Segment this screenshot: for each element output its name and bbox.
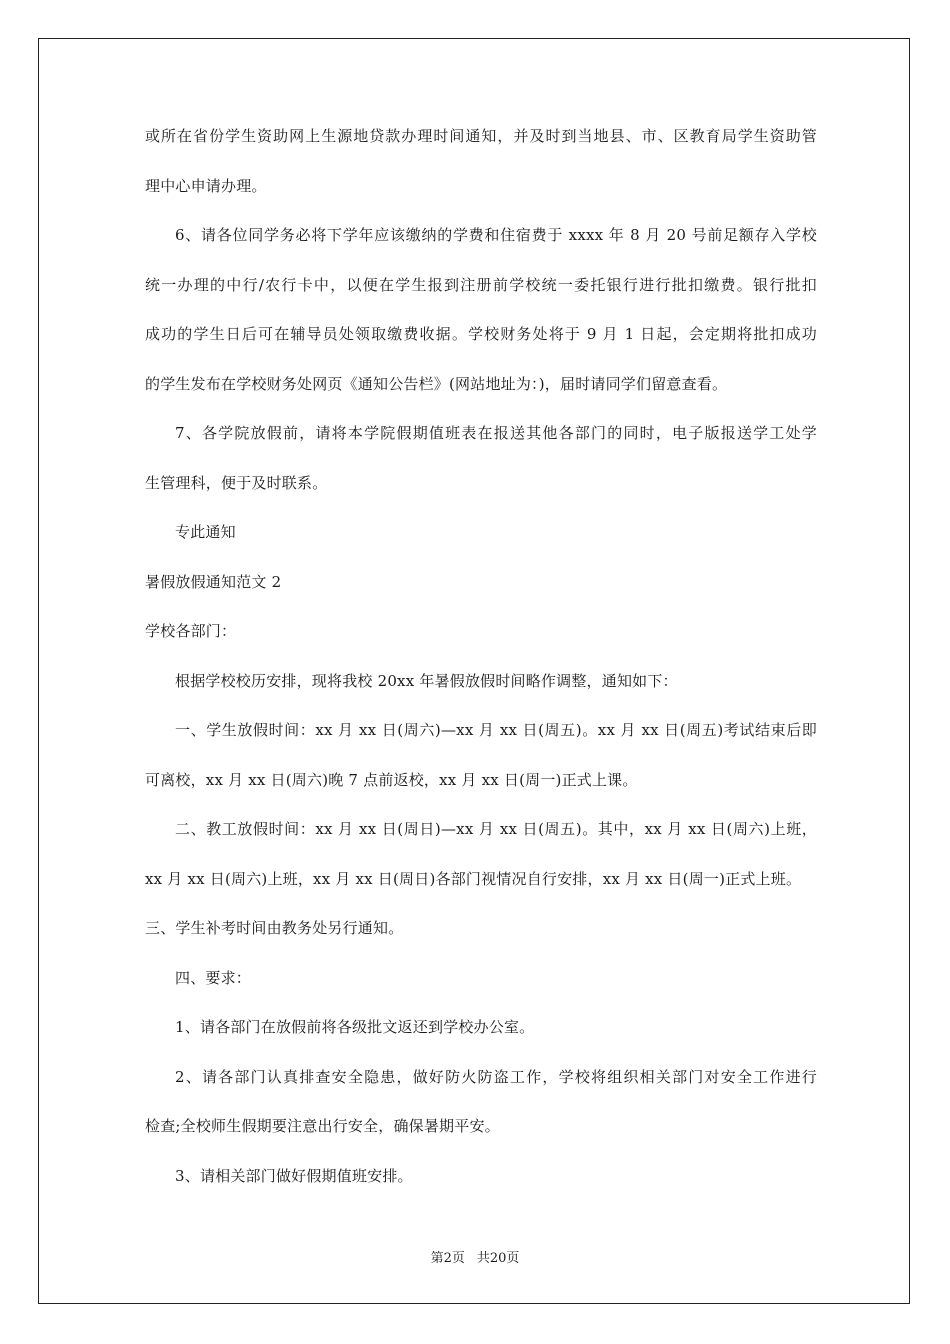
text-line: 或所在省份学生资助网上生源地贷款办理时间通知，并及时到当地县、市、区教育局学生资助管: [145, 127, 817, 145]
text-line: 四、要求：: [175, 968, 252, 987]
text-line: 统一办理的中行/农行卡中，以便在学生报到注册前学校统一委托银行进行批扣缴费。银行批扣: [145, 275, 817, 294]
section-title: 暑假放假通知范文 2: [145, 572, 282, 591]
text-line: 二、教工放假时间：xx 月 xx 日(周日)—xx 月 xx 日(周五)。其中，xx 月 xx 日(周六)上班，: [175, 820, 817, 838]
text-line: 三、学生补考时间由教务处另行通知。: [145, 919, 404, 937]
text-line: xx 月 xx 日(周六)上班，xx 月 xx 日(周日)各部门视情况自行安排，xx 月 xx 日(周一)正式上班。: [145, 869, 802, 888]
text-line: 7、各学院放假前，请将本学院假期值班表在报送其他各部门的同时，电子版报送学工处学: [175, 424, 817, 442]
closing-line: 专此通知: [175, 523, 236, 541]
text-line: 的学生发布在学校财务处网页《通知公告栏》(网站地址为：)，届时请同学们留意查看。: [145, 374, 728, 393]
text-line: 根据学校校历安排，现将我校 20xx 年暑假放假时间略作调整，通知如下：: [175, 671, 678, 690]
page-total: 共20页: [476, 1251, 520, 1266]
text-line: 一、学生放假时间：xx 月 xx 日(周六)—xx 月 xx 日(周五)。xx 月 xx 日(周五)考试结束后即: [175, 721, 817, 739]
salutation: 学校各部门：: [145, 622, 237, 640]
text-line: 成功的学生日后可在辅导员处领取缴费收据。学校财务处将于 9 月 1 日起，会定期将批扣成功: [145, 325, 817, 343]
text-line: 检查;全校师生假期要注意出行安全，确保暑期平安。: [145, 1117, 500, 1135]
text-line: 理中心申请办理。: [145, 176, 267, 195]
text-line: 可离校，xx 月 xx 日(周六)晚 7 点前返校，xx 月 xx 日(周一)正式上课。: [145, 770, 638, 789]
text-line: 生管理科，便于及时联系。: [145, 473, 328, 492]
text-line: 6、请各位同学务必将下学年应该缴纳的学费和住宿费于 xxxx 年 8 月 20 号前足额存入学校: [175, 226, 817, 244]
page-number: 第2页: [430, 1251, 465, 1266]
page-footer: [0, 1247, 950, 1266]
text-line: 2、请各部门认真排查安全隐患，做好防火防盗工作，学校将组织相关部门对安全工作进行: [175, 1067, 817, 1086]
document-body: [145, 112, 817, 1201]
text-line: 3、请相关部门做好假期值班安排。: [175, 1166, 413, 1185]
text-line: 1、请各部门在放假前将各级批文返还到学校办公室。: [175, 1018, 535, 1036]
